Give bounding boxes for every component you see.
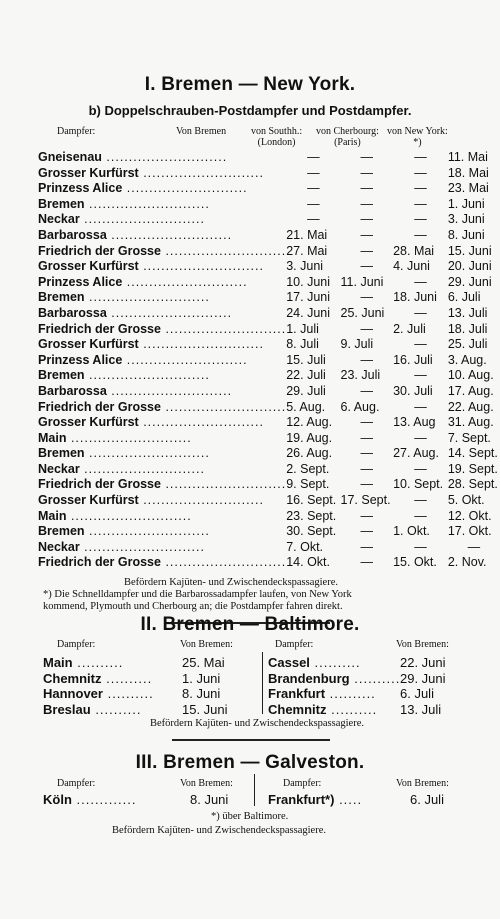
col-head-southampton: von Southh.: (London) [251,126,303,148]
from-cherbourg-cell: — [414,181,427,196]
from-newyork-cell: 28. Sept. [447,477,498,492]
s2-left-row: Chemnitz .......... [43,670,153,686]
from-cherbourg-cell: — [414,461,427,476]
s2-left-row: Main .......... [43,655,124,670]
from-newyork-cell: 17. Aug. [447,383,494,398]
table-row [38,244,500,260]
from-bremen-cell: — [307,165,320,180]
from-bremen-cell: 14. Okt. [286,555,330,570]
table-row [38,290,500,306]
ship-name: Barbarossa ........................... [38,227,233,242]
from-southampton-cell: — [360,446,374,461]
ship-name: Neckar ........................... [38,212,205,227]
from-southampton-cell: — [360,196,374,211]
from-southampton-cell: — [360,477,374,492]
from-bremen-cell: 24. Juni [286,305,330,320]
from-newyork-cell: 3. Aug. [447,352,487,367]
table-row [38,415,500,431]
from-bremen-cell: — [307,196,320,211]
from-bremen-cell: 5. Aug. [286,399,326,414]
s2-left-date: 25. Mai [182,655,225,670]
s2-left-date: 15. Juni [182,701,228,717]
from-newyork-cell: 20. Juni [447,259,492,274]
from-bremen-cell: 17. Juni [286,290,330,305]
from-newyork-cell: 25. Juli [447,337,488,352]
from-cherbourg-cell: — [414,368,427,383]
from-bremen-cell: 22. Juli [286,368,326,383]
section3-footnote: *) über Baltimore. [211,811,289,822]
s2-right-row: Frankfurt .......... [268,686,376,701]
from-cherbourg-cell: 4. Juni [393,259,430,274]
from-cherbourg-cell: — [414,305,427,320]
from-southampton-cell: 23. Juli [340,368,381,383]
table-row [38,228,500,244]
from-cherbourg-cell: — [414,508,427,523]
from-southampton-cell: 9. Juli [340,337,374,352]
from-cherbourg-cell: — [414,493,427,508]
ship-name: Main ........................... [38,508,192,523]
from-newyork-cell: 23. Mai [447,181,489,196]
section3-note: Befördern Kajüten- und Zwischendeckspassagiere. [112,825,327,836]
from-bremen-cell: 19. Aug. [286,430,333,445]
from-bremen-cell: 27. Mai [286,243,328,258]
table-row [38,353,500,369]
from-cherbourg-cell: — [414,274,427,289]
table-row [38,384,500,400]
from-newyork-cell: 3. Juni [447,212,485,227]
from-cherbourg-cell: 16. Juli [393,352,433,367]
from-southampton-cell: — [360,290,374,305]
section3-title: III. Bremen — Galveston. [135,752,365,773]
col-head-bremen: Von Bremen [176,126,227,137]
ship-name: Bremen ........................... [38,446,210,461]
from-bremen-cell: — [307,181,320,196]
from-cherbourg-cell: — [414,430,427,445]
from-cherbourg-cell: 28. Mai [393,243,435,258]
s2-right-row: Chemnitz .......... [268,701,378,717]
s3-right-date: 6. Juli [410,792,444,807]
s2-right-date: 13. Juli [400,701,442,717]
ship-name: Main ........................... [38,430,192,445]
from-bremen-cell: 23. Sept. [286,508,337,523]
s3-head-ship-right: Dampfer: [283,778,322,789]
from-southampton-cell: — [360,461,374,476]
section2-note: Befördern Kajüten- und Zwischendeckspassagiere. [150,718,365,729]
from-newyork-cell: 14. Sept. [447,446,498,461]
from-southampton-cell: — [360,415,374,430]
divider [172,739,330,741]
from-cherbourg-cell: 27. Aug. [393,446,439,461]
section1-title: I. Bremen — New York. [144,74,356,95]
table-row [38,181,500,197]
from-bremen-cell: 29. Juli [286,383,326,398]
from-southampton-cell: — [360,508,374,523]
ship-name: Friedrich der Grosse ........................... [38,243,287,258]
ship-name: Prinzess Alice ........................... [38,274,248,289]
from-newyork-cell: — [467,539,481,554]
table-row [38,259,500,275]
from-southampton-cell: — [360,321,374,336]
from-newyork-cell: 1. Juni [447,196,485,211]
s2-right-date: 6. Juli [400,686,434,701]
ship-name: Barbarossa ........................... [38,383,233,398]
table-row [38,446,500,462]
table-row [38,431,500,447]
s3-right-row: Frankfurt*) ..... [268,792,363,807]
from-newyork-cell: 13. Juli [447,305,488,320]
from-newyork-cell: 31. Aug. [447,415,494,430]
table-row [38,400,500,416]
ship-name: Gneisenau ........................... [38,150,228,164]
ship-name: Prinzess Alice ........................... [38,352,248,367]
from-southampton-cell: — [360,430,374,445]
ship-name: Neckar ........................... [38,461,205,476]
ship-name: Neckar ........................... [38,539,205,554]
ship-name: Grosser Kurfürst ........................... [38,337,264,352]
s2-right-date: 22. Juni [400,655,446,670]
table-row [38,212,500,228]
from-cherbourg-cell: 10. Sept. [393,477,444,492]
ship-name: Barbarossa ........................... [38,305,233,320]
section1-footnote-line2: kommend, Plymouth und Cherbourg an; die Postdampfer fahren direkt. [43,601,343,612]
ship-name: Friedrich der Grosse ........................... [38,321,287,336]
from-bremen-cell: 15. Juli [286,352,326,367]
from-bremen-cell: 10. Juni [286,274,330,289]
from-newyork-cell: 11. Mai [447,150,488,164]
from-cherbourg-cell: 1. Okt. [393,524,430,539]
from-southampton-cell: 11. Juni [340,274,384,289]
from-cherbourg-cell: 30. Juli [393,383,433,398]
s3-head-from-right: Von Bremen: [396,778,449,789]
from-bremen-cell: 26. Aug. [286,446,333,461]
from-southampton-cell: — [360,539,374,554]
ship-name: Bremen ........................... [38,196,210,211]
ship-name: Friedrich der Grosse ........................... [38,399,287,414]
from-southampton-cell: — [360,555,374,570]
s3-head-from-left: Von Bremen: [180,778,233,789]
from-bremen-cell: 21. Mai [286,227,328,242]
from-southampton-cell: 25. Juni [340,305,385,320]
table-row [38,337,500,353]
from-southampton-cell: — [360,150,374,164]
from-newyork-cell: 2. Nov. [447,555,487,570]
from-cherbourg-cell: — [414,150,427,164]
s2-column-divider [262,652,263,714]
from-newyork-cell: 29. Juni [447,274,492,289]
from-cherbourg-cell: — [414,399,427,414]
s2-head-ship-right: Dampfer: [275,639,314,650]
from-cherbourg-cell: 13. Aug [393,415,436,430]
from-cherbourg-cell: — [414,165,427,180]
from-cherbourg-cell: 2. Juli [393,321,426,336]
s3-head-ship-left: Dampfer: [57,778,96,789]
from-bremen-cell: 3. Juni [286,259,324,274]
ship-name: Bremen ........................... [38,524,210,539]
from-cherbourg-cell: 18. Juni [393,290,437,305]
table-row [38,477,500,493]
table-row [38,509,500,525]
table-row [38,306,500,322]
s2-left-row: Hannover .......... [43,686,154,701]
ship-name: Bremen ........................... [38,290,210,305]
s3-left-date: 8. Juni [190,792,229,807]
col-head-newyork: von New York: *) [387,126,448,148]
from-bremen-cell: 8. Juli [286,337,319,352]
from-southampton-cell: 17. Sept. [340,493,391,508]
table-row [38,166,500,182]
from-cherbourg-cell: — [414,212,427,227]
s2-right-date: 29. Juni [400,670,446,686]
from-newyork-cell: 15. Juni [447,243,492,258]
from-southampton-cell: — [360,259,374,274]
from-cherbourg-cell: 15. Okt. [393,555,437,570]
from-southampton-cell: — [360,243,374,258]
col-head-ship: Dampfer: [57,126,96,137]
from-bremen-cell: — [307,212,320,227]
from-bremen-cell: 2. Sept. [286,461,330,476]
from-cherbourg-cell: — [414,337,427,352]
from-newyork-cell: 10. Aug. [447,368,494,383]
col-head-cherbourg: von Cherbourg: (Paris) [316,126,379,148]
s3-column-divider [254,774,255,806]
from-newyork-cell: 5. Okt. [447,493,485,508]
from-bremen-cell: 1. Juli [286,321,319,336]
schedule-table [38,150,500,571]
from-newyork-cell: 17. Okt. [447,524,492,539]
from-bremen-cell: — [307,150,320,164]
table-row [38,555,500,571]
from-cherbourg-cell: — [414,196,427,211]
from-southampton-cell: — [360,352,374,367]
s2-head-from-right: Von Bremen: [396,639,449,650]
s2-left-date: 1. Juni [182,670,221,686]
from-cherbourg-cell: — [414,227,427,242]
from-cherbourg-cell: — [414,539,427,554]
from-bremen-cell: 30. Sept. [286,524,337,539]
section1-subtitle: b) Doppelschrauben-Postdampfer und Postdampfer. [88,103,412,118]
section1-note: Befördern Kajüten- und Zwischendeckspassagiere. [124,577,339,588]
from-southampton-cell: — [360,227,374,242]
from-southampton-cell: — [360,165,374,180]
section1-footnote-line1: *) Die Schnelldampfer und die Barbarossadampfer laufen, von New York [43,589,352,600]
section2-title: II. Bremen — Baltimore. [140,614,360,635]
from-bremen-cell: 12. Aug. [286,415,333,430]
ship-name: Prinzess Alice ........................... [38,181,248,196]
from-bremen-cell: 16. Sept. [286,493,337,508]
from-newyork-cell: 7. Sept. [447,430,491,445]
s3-left-row: Köln ............. [43,792,137,807]
from-newyork-cell: 12. Okt. [447,508,492,523]
ship-name: Bremen ........................... [38,368,210,383]
table-row [38,197,500,213]
table-row [38,462,500,478]
from-newyork-cell: 18. Juli [447,321,488,336]
s2-right-row: Brandenburg .......... [268,670,401,686]
ship-name: Grosser Kurfürst ........................... [38,165,264,180]
table-row [38,275,500,291]
ship-name: Grosser Kurfürst ........................... [38,259,264,274]
ship-name: Grosser Kurfürst ........................... [38,415,264,430]
from-southampton-cell: — [360,212,374,227]
table-row [38,150,500,166]
from-newyork-cell: 8. Juni [447,227,485,242]
s2-head-ship-left: Dampfer: [57,639,96,650]
s2-left-date: 8. Juni [182,686,221,701]
table-row [38,540,500,556]
table-row [38,493,500,509]
from-newyork-cell: 19. Sept. [447,461,498,476]
s2-right-row: Cassel .......... [268,655,361,670]
from-southampton-cell: — [360,181,374,196]
ship-name: Friedrich der Grosse ........................... [38,477,287,492]
table-row [38,368,500,384]
table-row [38,524,500,540]
from-southampton-cell: — [360,383,374,398]
from-bremen-cell: 7. Okt. [286,539,324,554]
s2-head-from-left: Von Bremen: [180,639,233,650]
s2-left-row: Breslau .......... [43,701,142,717]
from-newyork-cell: 22. Aug. [447,399,494,414]
from-newyork-cell: 6. Juli [447,290,481,305]
from-bremen-cell: 9. Sept. [286,477,330,492]
from-southampton-cell: — [360,524,374,539]
table-row [38,322,500,338]
from-southampton-cell: 6. Aug. [340,399,380,414]
ship-name: Friedrich der Grosse ........................... [38,555,287,570]
from-newyork-cell: 18. Mai [447,165,489,180]
ship-name: Grosser Kurfürst ........................... [38,493,264,508]
